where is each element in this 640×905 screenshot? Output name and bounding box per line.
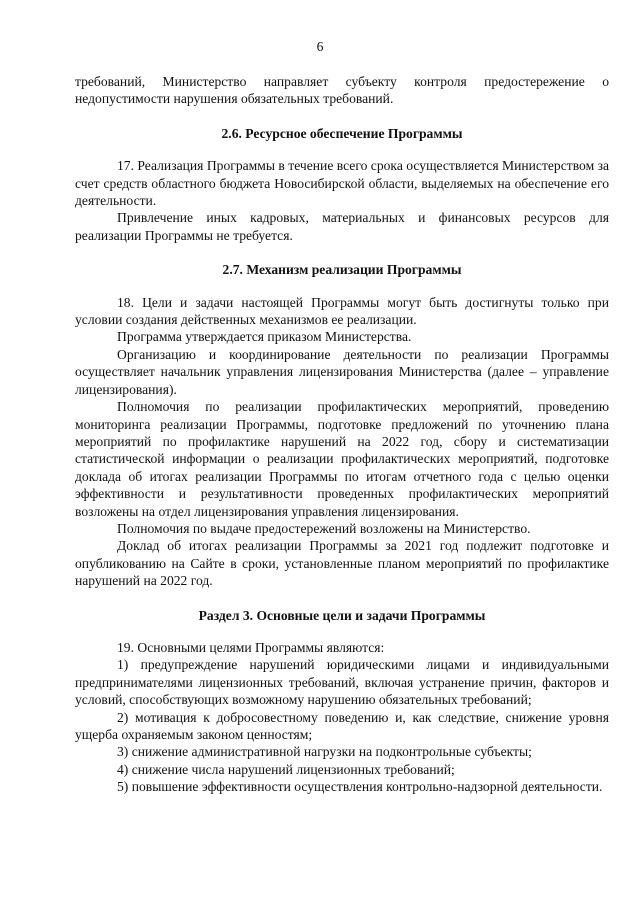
paragraph: требований, Министерство направляет субъекту контроля предостережение о недопустимости нарушения обязательных требований. xyxy=(75,74,609,107)
section-heading: 2.7. Механизм реализации Программы xyxy=(222,262,462,278)
paragraph: 17. Реализация Программы в течение всего срока осуществляется Министерством за счет средств областного бюджета Новосибирской области, выделяемых на обеспечение его деятельности. xyxy=(75,158,609,209)
paragraph: 3) снижение административной нагрузки на подконтрольные субъекты; xyxy=(117,744,532,760)
paragraph: Привлечение иных кадровых, материальных и финансовых ресурсов для реализации Программы не требуется. xyxy=(75,210,609,243)
section-heading: 2.6. Ресурсное обеспечение Программы xyxy=(221,125,463,141)
document-body xyxy=(75,73,609,796)
paragraph: 19. Основными целями Программы являются: xyxy=(117,639,385,655)
page-number: 6 xyxy=(316,39,324,54)
paragraph: Доклад об итогах реализации Программы за 2021 год подлежит подготовке и опубликованию на Сайте в сроки, установленные планом мероприятий по профилактике нарушений на 2022 год. xyxy=(75,538,609,589)
paragraph: Полномочия по реализации профилактических мероприятий, проведению мониторинга реализации Программы, подготовке предложений по уточнению плана мероприятий по профилактике нарушений на 2022 год, сбору и систематизации статистической информации о реализации профилактических мероприятий, подготовке доклада об итогах реализации Программы по итогам отчетного года с целью оценки эффективности и результативности проведенных профилактических мероприятий возложены на отдел лицензирования управления лицензирования. xyxy=(75,399,609,519)
paragraph: Программа утверждается приказом Министерства. xyxy=(117,329,412,345)
paragraph: 1) предупреждение нарушений юридическими лицами и индивидуальными предпринимателями лицензионных требований, включая устранение причин, факторов и условий, способствующих возможному нарушению обязательных требований; xyxy=(75,657,609,708)
section-heading: Раздел 3. Основные цели и задачи Программы xyxy=(198,607,486,623)
paragraph: Организацию и координирование деятельности по реализации Программы осуществляет начальник управления лицензирования Министерства (далее – управление лицензирования). xyxy=(75,346,609,397)
paragraph: 2) мотивация к добросовестному поведению и, как следствие, снижение уровня ущерба охраняемым законом ценностям; xyxy=(75,709,609,742)
paragraph: 4) снижение числа нарушений лицензионных требований; xyxy=(117,761,455,777)
paragraph: 18. Цели и задачи настоящей Программы могут быть достигнуты только при условии создания действенных механизмов ее реализации. xyxy=(75,294,609,328)
paragraph: 5) повышение эффективности осуществления контрольно-надзорной деятельности. xyxy=(117,779,603,795)
paragraph: Полномочия по выдаче предостережений возложены на Министерство. xyxy=(117,520,531,536)
